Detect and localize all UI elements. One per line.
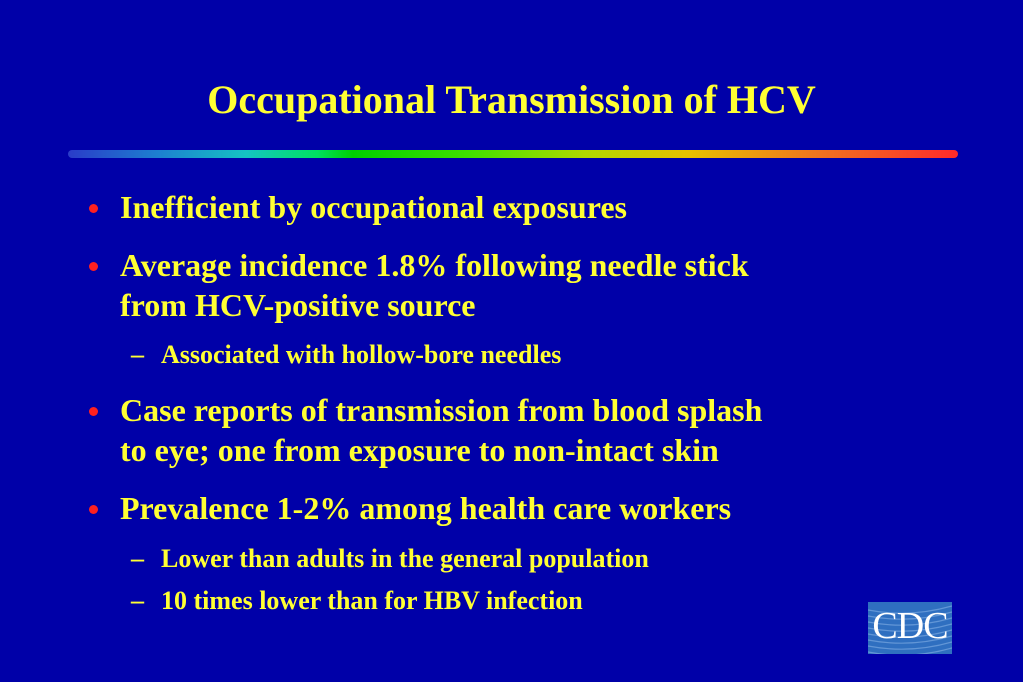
- bullet-dot-icon: [89, 204, 98, 213]
- sub-bullet-item: Lower than adults in the general population: [161, 544, 649, 573]
- sub-bullet-dash: –: [131, 340, 144, 369]
- bullet-item: Case reports of transmission from blood splash to eye; one from exposure to non-intact skin: [120, 392, 763, 468]
- bullet-dot-icon: [89, 407, 98, 416]
- logo-text: CDC: [872, 605, 948, 647]
- bullet-dot-icon: [89, 505, 98, 514]
- bullet-item: Average incidence 1.8% following needle stick from HCV-positive source: [120, 247, 749, 323]
- sub-bullet-item: 10 times lower than for HBV infection: [161, 586, 583, 615]
- sub-bullet-dash: –: [131, 586, 144, 615]
- bullet-dot-icon: [89, 262, 98, 271]
- cdc-logo: [868, 602, 952, 654]
- slide-title: Occupational Transmission of HCV: [207, 77, 816, 122]
- bullet-item: Inefficient by occupational exposures: [120, 189, 627, 225]
- bullet-item: Prevalence 1-2% among health care workers: [120, 490, 732, 526]
- sub-bullet-dash: –: [131, 544, 144, 573]
- sub-bullet-item: Associated with hollow-bore needles: [161, 340, 562, 369]
